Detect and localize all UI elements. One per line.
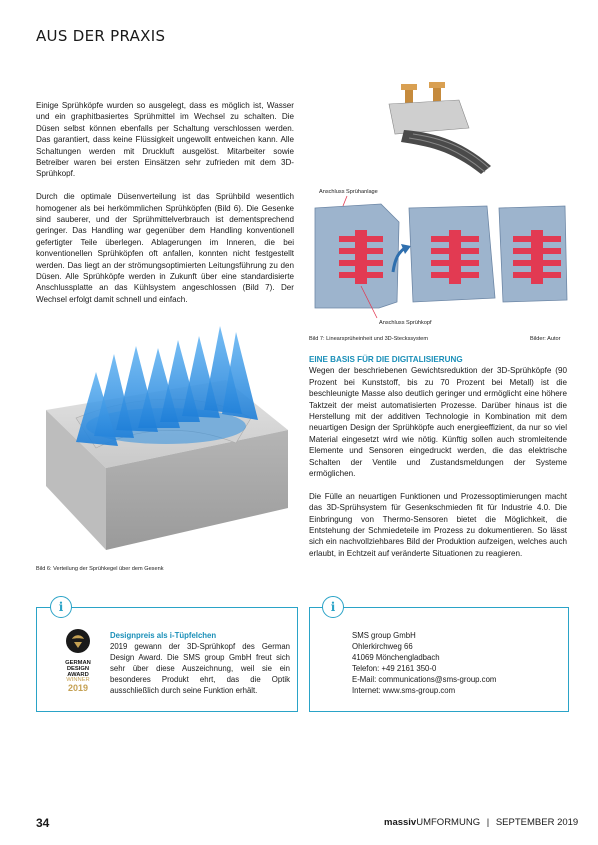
paragraph: Wegen der beschriebenen Gewichtsreduktion der 3D-Sprühköpfe (90 Prozent bei Kunststoff, bis zu 70 Prozent bei Metall) ist die beschleunigte Masse also deutlich geringer und ermöglicht eine höhere Taktzeit der meist automatisierten Prozesse. Darüber hinaus ist die Herstellung mit der additiven Technologie in Kombination mit dem neuartigen Design der Sprühköpfe auch energieeffizient, da nur so viel Material eingesetzt wird wie nötig. Künftig sollen auch stromleitende Elemente und Sensoren eingedruckt werden, die das elektrische Schalten der Ventile und Zustandsmeldungen der Systeme ermöglichen.	[309, 366, 567, 479]
paragraph: Durch die optimale Düsenverteilung ist das Sprühbild wesentlich homogener als bei herkömmlichen Sprühköpfen (Bild 6). Die Gesenke sind sauberer, und der Sprühmittelverbrauch ist dementsprechend geringer. Das Handling war gegenüber dem Handling konventionell gefertigter Teile überlegen. Ablagerungen im Inneren, die bei konventionellen Sprühköpfen oft anfallen, konnten nicht festgestellt werden. Das liegt an der strömungsoptimierten Leitungsführung zu den Düsen. Alle Sprühköpfe werden in Zukunft über eine standardisierte Anschlussplatte an das Kühlsystem angeschlossen (Bild 7). Der Wechsel erfolgt damit schnell und einfach.	[36, 192, 294, 304]
website-link[interactable]: Internet: www.sms-group.com	[352, 686, 456, 695]
figure-6-caption: Bild 6: Verteilung der Sprühkegel über dem Gesenk	[36, 566, 164, 572]
info-icon: i	[50, 596, 72, 618]
page-number: 34	[36, 816, 50, 830]
award-body: 2019 gewann der 3D-Sprühkopf des German Design Award. Die SMS group GmbH freut sich sehr über diese Auszeichnung, weil sie ein besonderes Produkt ehrt, das die Optik ausschließlich durch seine Funktion erhält.	[110, 642, 290, 695]
paragraph: Einige Sprühköpfe wurden so ausgelegt, dass es möglich ist, Wasser und ein graphitbasiertes Sprühmittel im Wechsel zu schalten. Die Düsen selbst können ebenfalls per Schaltung verschlossen werden. Das garantiert, dass keine Flüssigkeit ungewollt entweichen kann. Alle Schaltungen werden mit Druckluft ausgelöst. Mitarbeiter sowie Betreiber waren bei ersten Einsätzen sehr zufrieden mit dem 3D-Sprühkopf.	[36, 101, 294, 179]
separator: |	[486, 817, 490, 828]
german-design-award-logo	[56, 628, 100, 696]
footer-masthead	[384, 817, 578, 828]
phone: Telefon: +49 2161 350-0	[352, 664, 437, 673]
label-bottom: Anschluss Sprühkopf	[379, 320, 432, 326]
award-line: AWARD	[67, 671, 89, 678]
figure-7-credit: Bilder: Autor	[530, 336, 561, 342]
right-column	[309, 354, 567, 571]
brand-rest: UMFORMUNG	[416, 817, 481, 828]
left-column	[36, 100, 294, 317]
award-year: 2019	[67, 683, 89, 694]
label-top: Anschluss Sprühanlage	[319, 189, 378, 195]
subheading: EINE BASIS FÜR DIE DIGITALISIERUNG	[309, 355, 463, 364]
city: 41069 Mönchengladbach	[352, 653, 440, 662]
contact-block	[352, 630, 562, 696]
award-line: GERMAN	[65, 660, 91, 666]
die-spray-illustration	[36, 318, 298, 560]
company-name: SMS group GmbH	[352, 631, 416, 640]
award-line: WINNER	[66, 677, 90, 684]
figure-7-caption: Bild 7: Linearsprüheinheit und 3D-Steckssystem	[309, 336, 429, 342]
email-link[interactable]: E-Mail: communications@sms-group.com	[352, 675, 497, 684]
award-text	[110, 630, 290, 696]
issue: SEPTEMBER 2019	[495, 817, 579, 828]
award-line: DESIGN	[66, 665, 90, 672]
plug-system-illustration	[309, 76, 571, 331]
section-title: AUS DER PRAXIS	[36, 27, 166, 45]
info-icon: i	[322, 596, 344, 618]
street: Ohlerkirchweg 66	[352, 642, 413, 651]
figure-7-image	[309, 76, 571, 331]
award-title: Designpreis als i-Tüpfelchen	[110, 631, 217, 640]
brand-bold: massiv	[384, 817, 417, 828]
award-emblem-icon	[65, 628, 91, 654]
figure-6-image	[36, 318, 298, 560]
paragraph: Die Fülle an neuartigen Funktionen und Prozessoptimierungen macht das 3D-Sprühsystem für Gesenkschmieden fit für Industrie 4.0. Die Einbringung von Thermo-Sensoren bietet die Möglichkeit, die Entstehung der Schmiedeteile im Prozess zu dokumentieren. So lässt sich ein nachvollziehbares Bild der Produktion aufzeigen, welches auch erlaubt, in Echtzeit auf veränderte Situationen zu reagieren.	[309, 491, 567, 558]
